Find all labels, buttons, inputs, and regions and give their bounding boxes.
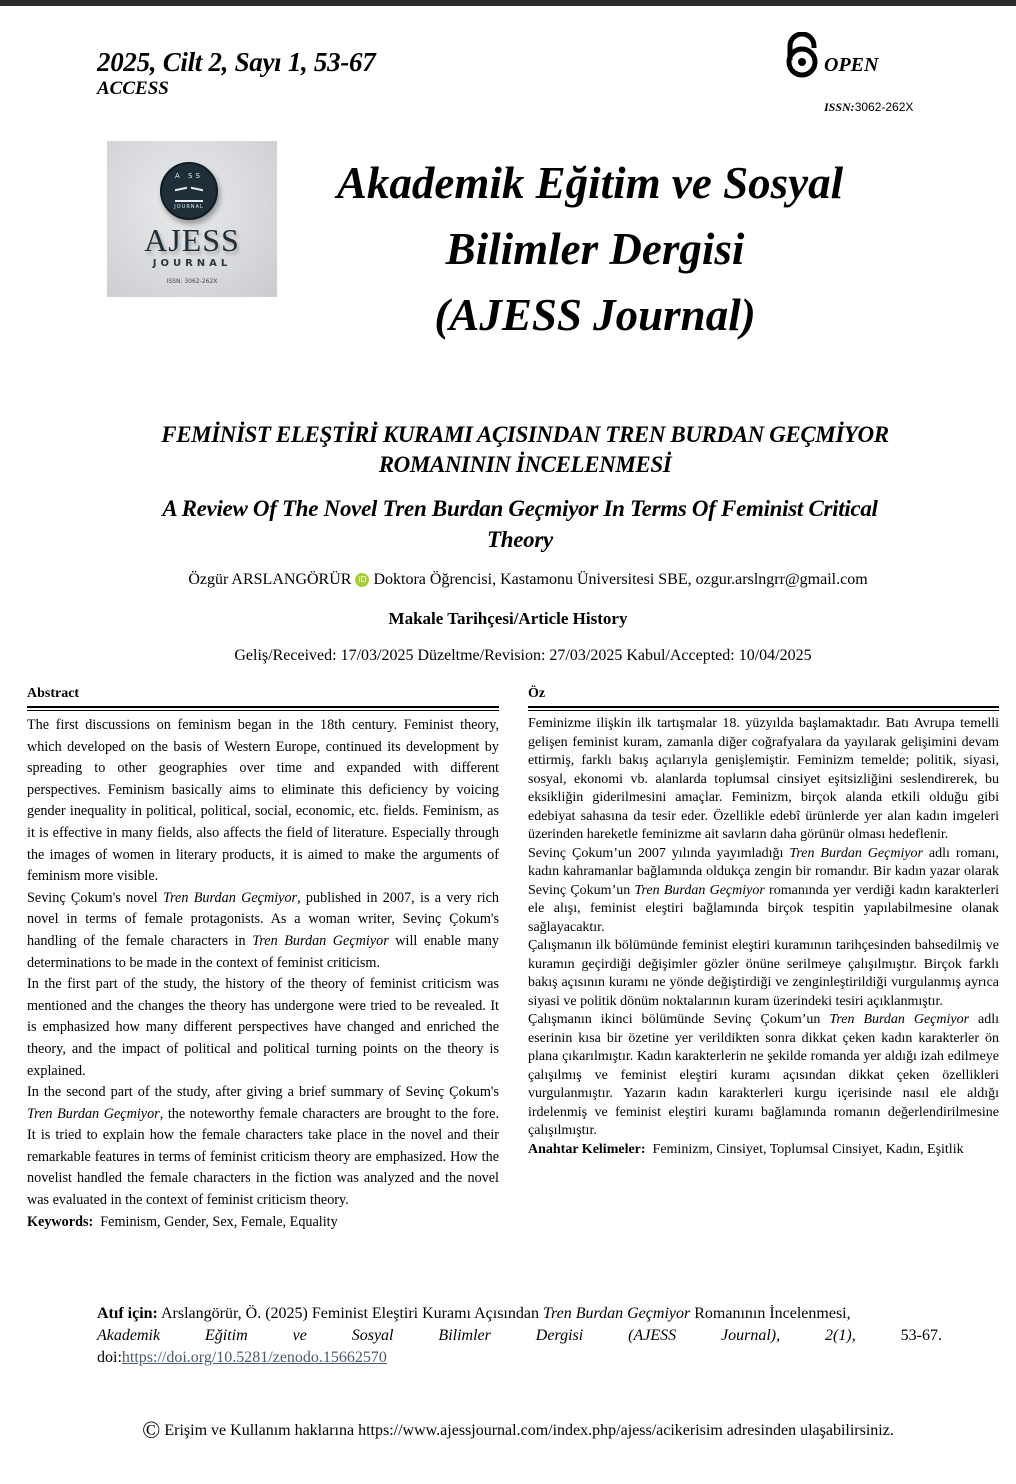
logo-brand: AJESS xyxy=(144,222,240,258)
divider xyxy=(528,706,999,708)
citation-line-3: doi:https://doi.org/10.5281/zenodo.15662570 xyxy=(97,1349,387,1366)
abstract-paragraph: In the second part of the study, after giving a brief summary of Sevinç Çokum's Tren Burdan Geçmiyor, the noteworthy female characters are brought to the fore. It is tried to explain how the female characters take place in the novel and their remarkable features in terms of feminist criticism theory are emphasized. How the novelist handled the female characters in the fiction was analyzed and the novel was evaluated in the context of feminist criticism theory. xyxy=(27,1084,500,1209)
citation-label: Atıf için: xyxy=(97,1305,158,1322)
logo-issn: ISSN: 3062-262X xyxy=(166,278,218,285)
novel-title: Tren Burdan Geçmiyor xyxy=(542,1305,691,1322)
novel-title: Tren Burdan Geçmiyor xyxy=(27,1105,160,1122)
logo-sub: JOURNAL xyxy=(152,258,232,269)
abstract-paragraph: In the first part of the study, the history of the theory of feminist criticism was mentioned and the changes the theory has undergone were tried to be revealed. It is emphasized how many different perspectives have changed and enriched the theory, and the impact of political and political turning points on the theory is explained. xyxy=(27,976,499,1079)
abstract-heading: Abstract xyxy=(27,686,80,701)
citation-line-2: Akademik Eğitim ve Sosyal Bilimler Dergisi (AJESS Journal), 2(1), 53-67. xyxy=(97,1327,942,1344)
article-title-en xyxy=(80,493,960,555)
copyright-icon: © xyxy=(142,1418,161,1444)
novel-title: Tren Burdan Geçmiyor xyxy=(252,932,389,949)
oz-paragraph: Çalışmanın ilk bölümünde feminist eleştiri kuramının tarihçesinden bahsedilmiş ve kuramın geçirdiği değişimler gözler önüne serilmeye çalışılmıştır. Birçok farklı bakış açısının kuramı ne yönde değiştirdiği ve zenginleştirildiği vurgulanmış ayrıca siyasi ve politik dönüm noktalarının kuram üzerindeki tesiri açıklanmıştır. xyxy=(528,938,999,1009)
journal-logo xyxy=(107,141,277,297)
journal-title-line: (AJESS Journal) xyxy=(434,290,756,340)
novel-title: Tren Burdan Geçmiyor xyxy=(829,1012,970,1027)
article-history-dates: Geliş/Received: 17/03/2025 Düzeltme/Revision: 27/03/2025 Kabul/Accepted: 10/04/2025 xyxy=(234,647,812,664)
abstract-body xyxy=(27,715,499,1233)
volume-issue: 2025, Cilt 2, Sayı 1, 53-67 xyxy=(97,47,376,77)
article-title-tr xyxy=(80,420,970,480)
journal-title-line: Bilimler Dergisi xyxy=(445,224,745,274)
oz-paragraph: Sevinç Çokum’un 2007 yılında yayımladığı Tren Burdan Geçmiyor adlı romanı, kadın kahramanlar bağlamında oldukça zengin bir romandır. Bir kadın yazar olarak Sevinç Çokum’un Tren Burdan Geçmiyor romanında yer verdiği kadın karakterleri ele alışı, feminist eleştiri bağlamında birçok tespitin yapılabilmesine olanak sağlayacaktır. xyxy=(528,845,1000,935)
issn xyxy=(824,100,913,115)
divider xyxy=(27,710,499,711)
title-tr-line: FEMİNİST ELEŞTİRİ KURAMI AÇISINDAN TREN BURDAN GEÇMİYOR xyxy=(161,422,889,447)
top-bar xyxy=(0,0,1016,6)
novel-title: Tren Burdan Geçmiyor xyxy=(634,882,765,898)
access-label: ACCESS xyxy=(97,78,169,99)
issn-value: 3062-262X xyxy=(854,100,914,114)
emblem-bottom-text: JOURNAL xyxy=(174,204,204,210)
novel-title: Tren Burdan Geçmiyor xyxy=(162,889,298,906)
oz-keywords xyxy=(528,1141,999,1160)
novel-title: Tren Burdan Geçmiyor xyxy=(789,845,923,861)
author-affiliation: Doktora Öğrencisi, Kastamonu Üniversitesi SBE, ozgur.arslngrr@gmail.com xyxy=(373,571,868,588)
oz-body xyxy=(528,715,999,1159)
keywords-label: Keywords: xyxy=(27,1213,94,1230)
title-en-line: A Review Of The Novel Tren Burdan Geçmiyor In Terms Of Feminist Critical xyxy=(162,496,878,521)
abstract-paragraph: The first discussions on feminism began in the 18th century. Feminist theory, which developed on the basis of Western Europe, continued its development by spreading to other geographies over time and expanded with different perspectives. Feminism basically aims to eliminate this deficiency by voicing gender inequality in political, political, social, economic, etc. fields. Feminism, as it is effective in many fields, also affects the field of literature. Especially through the images of women in literary products, it is aimed to make the arguments of feminism more visible. xyxy=(27,717,499,885)
rights-footer xyxy=(0,1418,1016,1445)
oz-section xyxy=(528,686,999,1159)
open-access-icon xyxy=(782,32,826,80)
author-name: Özgür ARSLANGÖRÜR xyxy=(188,571,352,588)
journal-title xyxy=(300,150,890,348)
oz-paragraph: Feminizme ilişkin ilk tartışmalar 18. yüzyılda başlamaktadır. Batı Avrupa temelli gelişen feminist kuram, zamanla diğer coğrafyalara da yayılarak gelişimini devam ettirmiş, farklı bakış açılarıyla genişlemiştir. Feminizm temelde; politik, siyasi, sosyal, ekonomi vb. alanlarda toplumsal cinsiyet eşitsizliğini seslendirerek, bu eksikliğin giderilmesini amaçlar. Feminizm, birçok alanda etkili olduğu gibi edebiyat sahasına da tesir eder. Özellikle edebî ürünlerde yer alan kadın imgeleri üzerinden hareketle feminizme ait savların daha görünür olması hedeflenir. xyxy=(528,716,999,842)
abstract-section xyxy=(27,686,499,1233)
article-history-title: Makale Tarihçesi/Article History xyxy=(388,609,628,628)
keywords-list: Feminism, Gender, Sex, Female, Equality xyxy=(100,1213,338,1230)
journal-title-line: Akademik Eğitim ve Sosyal xyxy=(336,158,844,208)
oz-paragraph: Çalışmanın ikinci bölümünde Sevinç Çokum’un Tren Burdan Geçmiyor adlı eserinin kısa bir özetine yer verildikten sonra dikkat çeken kadın karakterler ön plana çıkarılmıştır. Kadın karakterlerin ne şekilde romanda yer aldığı izah edilmeye çalışılmış ve feminist eleştiri kuramı açısından dikkat çeken özellikleri vurgulanmıştır. Yazarın kadın karakterleri kurgu içerisinde nasıl ele aldığı irdelenmiş ve feminist eleştiri kuramı bağlamında romanın değerlendirilmesine çalışılmıştır. xyxy=(528,1012,999,1138)
divider xyxy=(528,710,999,711)
book-emblem-icon xyxy=(160,162,218,220)
title-en-line: Theory xyxy=(487,527,553,552)
issn-label: ISSN: xyxy=(824,100,855,114)
title-tr-line: ROMANININ İNCELENMESİ xyxy=(378,452,672,477)
orcid-icon[interactable]: iD xyxy=(355,573,369,587)
emblem-top-text: A SS xyxy=(175,172,203,180)
open-label: OPEN xyxy=(824,54,879,76)
doi-link[interactable]: https://doi.org/10.5281/zenodo.15662570 xyxy=(121,1349,387,1366)
abstract-paragraph: Sevinç Çokum's novel Tren Burdan Geçmiyor, published in 2007, is a very rich novel in terms of female protagonists. As a woman writer, Sevinç Çokum's handling of the female characters in Tren Burdan Geçmiyor will enable many determinations to be made in the context of feminist criticism. xyxy=(27,889,499,971)
citation xyxy=(97,1303,942,1369)
divider xyxy=(27,706,499,708)
keywords-list: Feminizm, Cinsiyet, Toplumsal Cinsiyet, Kadın, Eşitlik xyxy=(652,1141,964,1157)
author-line xyxy=(0,571,1016,589)
open-book-icon xyxy=(175,186,203,202)
rights-text: Erişim ve Kullanım haklarına https://www.ajessjournal.com/index.php/ajess/acikerisim adresinden ulaşabilirsiniz. xyxy=(164,1422,894,1439)
oz-heading: Öz xyxy=(528,686,546,701)
citation-line-1: Atıf için: Arslangörür, Ö. (2025) Feminist Eleştiri Kuramı Açısından Tren Burdan Geçmiyor Romanının İncelenmesi, xyxy=(97,1305,851,1322)
keywords xyxy=(27,1212,499,1234)
keywords-label: Anahtar Kelimeler: xyxy=(528,1141,646,1157)
